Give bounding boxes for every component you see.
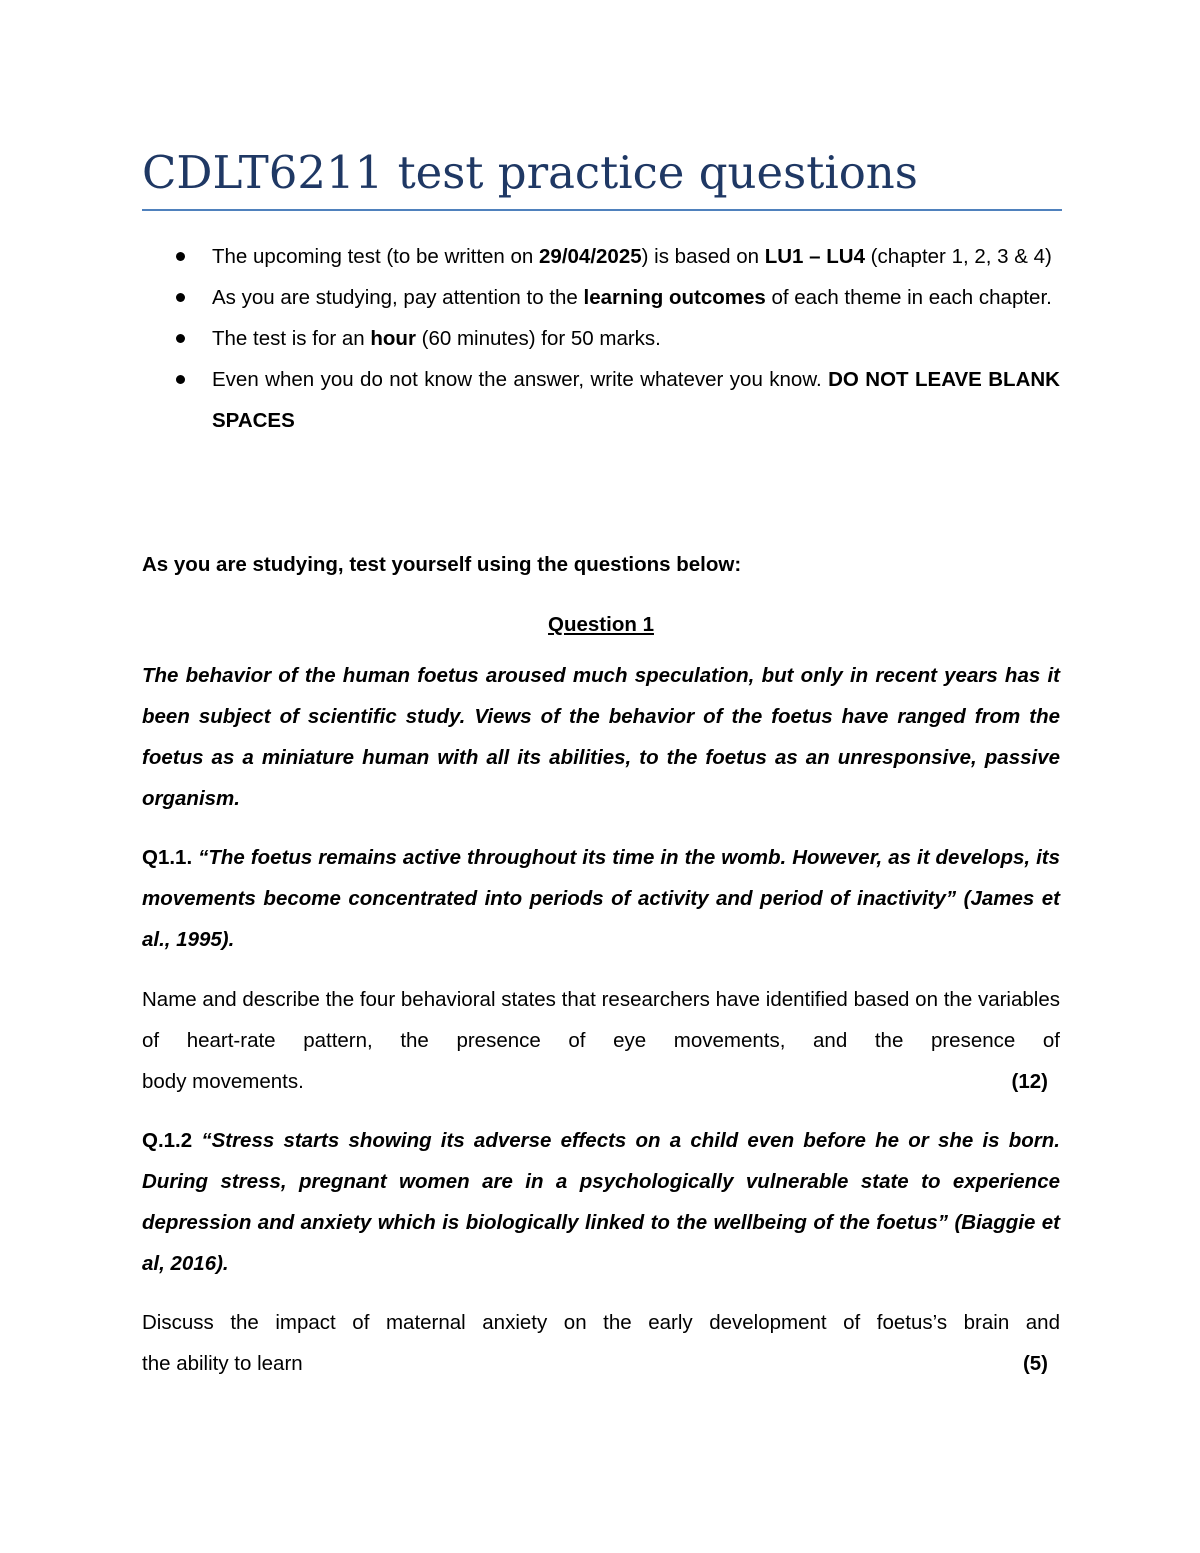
emphasis-text: learning outcomes (583, 286, 766, 309)
bullet-icon (176, 293, 185, 302)
task-text: Name and describe the four behavioral states that researchers have identified based on the variables of heart-rate pattern, the presence of eye movements, and the presence of (142, 988, 1060, 1052)
bullet-icon (176, 334, 185, 343)
question-quote: “Stress starts showing its adverse effects on a child even before he or she is born. During stress, pregnant women are in a psychologically vulnerable state to experience depression and anxiety which is biologically linked to the wellbeing of the foetus” (Biaggie et al, 2016). (142, 1129, 1060, 1275)
bullet-icon (176, 252, 185, 261)
task-last-line (142, 1061, 1060, 1102)
list-item-no-blanks (142, 359, 1060, 441)
task-last-line (142, 1343, 1060, 1384)
bullet-icon (176, 375, 185, 384)
list-item-text: of each theme in each chapter. (765, 286, 1052, 309)
emphasis-text: hour (370, 327, 416, 350)
marks-badge: (12) (1011, 1070, 1048, 1093)
list-item-duration (142, 318, 1060, 359)
question-number: Q1.1. (142, 846, 193, 869)
task-text: Discuss the impact of maternal anxiety on the early development of foetus’s brain and (142, 1311, 1060, 1334)
page-title: CDLT6211 test practice questions (142, 146, 918, 199)
intro-text: As you are studying, test yourself using the questions below: (142, 553, 742, 576)
test-date: 29/04/2025 (539, 245, 642, 268)
title-underline-rule (142, 209, 1062, 211)
task-text-end: the ability to learn (142, 1352, 303, 1375)
list-item-learning-outcomes (142, 277, 1060, 318)
list-item-text: The test is for an (212, 327, 371, 350)
task-text-end: body movements. (142, 1070, 304, 1093)
list-item-text: ) is based on (641, 245, 765, 268)
list-item-text: (chapter 1, 2, 3 & 4) (864, 245, 1052, 268)
question-heading: Question 1 (548, 613, 654, 636)
question-1-1-task (142, 979, 1060, 1102)
list-item-text: The upcoming test (to be written on (212, 245, 540, 268)
learning-unit-range: LU1 – LU4 (764, 245, 865, 268)
emphasis-text: DO NOT LEAVE BLANK SPACES (212, 368, 1060, 432)
question-quote: “The foetus remains active throughout its time in the womb. However, as it develops, its movements become concentrated into periods of activity and period of inactivity” (James et al., 1995). (142, 846, 1060, 951)
list-item-text: As you are studying, pay attention to the (212, 286, 584, 309)
question-1-2-task (142, 1302, 1060, 1384)
question-number: Q.1.2 (142, 1129, 193, 1152)
list-item-test-date (142, 236, 1060, 277)
marks-badge: (5) (1022, 1352, 1048, 1375)
question-1-1-prompt (142, 837, 1060, 960)
list-item-text: (60 minutes) for 50 marks. (415, 327, 661, 350)
instructions-list (142, 236, 1060, 441)
list-item-text: Even when you do not know the answer, write whatever you know. (212, 368, 829, 391)
question-passage: The behavior of the human foetus aroused much speculation, but only in recent years has it been subject of scientific study. Views of the behavior of the foetus have ranged from the foetus as a miniature human with all its abilities, to the foetus as an unresponsive, passive organism. (142, 664, 1060, 810)
question-1-2-prompt (142, 1120, 1060, 1284)
